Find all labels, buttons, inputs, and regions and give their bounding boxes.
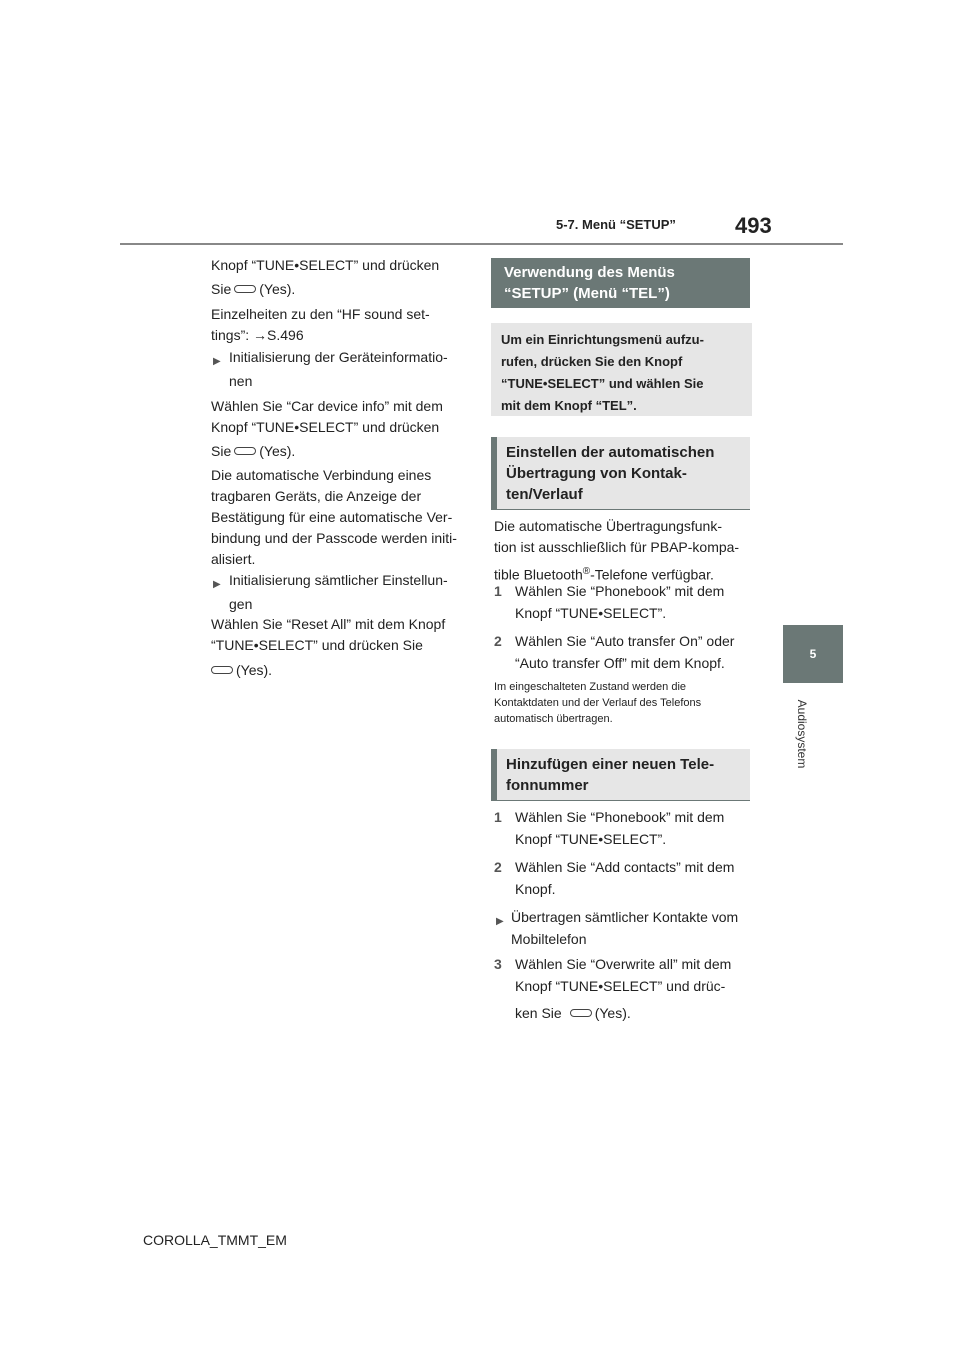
paragraph	[211, 660, 471, 681]
step-number: 1	[494, 809, 502, 825]
paragraph	[211, 396, 471, 438]
subsection-heading	[491, 437, 750, 510]
section-heading	[491, 258, 750, 308]
text-line: (Yes).	[236, 662, 273, 678]
text-line: ken Sie	[515, 1005, 562, 1021]
step-number: 1	[494, 583, 502, 599]
text-line: Knopf “TUNE•SELECT” und drücken	[211, 257, 440, 273]
text-line: “TUNE•SELECT” und wählen Sie	[501, 376, 704, 391]
text-line: Knopf.	[515, 881, 556, 897]
button-icon	[234, 285, 256, 293]
triangle-bullet-icon: ▶	[213, 579, 221, 590]
text-line: Wählen Sie “Overwrite all” mit dem	[515, 956, 732, 972]
text-line: Die automatische Verbindung eines	[211, 467, 432, 483]
text-line: Initialisierung der Geräteinformatio-	[229, 349, 448, 365]
text-line	[515, 1003, 755, 1024]
chapter-number: 5	[809, 647, 817, 661]
text-line: Knopf “TUNE•SELECT” und drüc-	[515, 978, 726, 994]
heading-line: ten/Verlauf	[506, 486, 583, 503]
heading-line: Hinzufügen einer neuen Tele-	[506, 756, 715, 773]
step-number: 3	[494, 956, 502, 972]
text-line: Wählen Sie “Reset All” mit dem Knopf	[211, 616, 446, 632]
bullet-item	[229, 570, 469, 615]
registered-mark: ®	[582, 566, 591, 577]
text-line: -Telefone verfügbar.	[590, 566, 714, 583]
heading-line: Verwendung des Menüs	[504, 264, 675, 281]
bullet-item	[229, 347, 469, 392]
text-line: Wählen Sie “Auto transfer On” oder	[515, 633, 735, 649]
text-line: Sie	[211, 281, 232, 297]
triangle-bullet-icon: ▶	[496, 916, 504, 927]
text-line: Wählen Sie “Phonebook” mit dem	[515, 583, 725, 599]
text-line: automatisch übertragen.	[494, 713, 613, 725]
text-line: Um ein Einrichtungsmenü aufzu-	[501, 332, 704, 347]
header-divider	[120, 243, 843, 245]
intro-box	[491, 323, 752, 416]
text-line: rufen, drücken Sie den Knopf	[501, 354, 683, 369]
step-item	[515, 631, 755, 674]
text-line: Die automatische Übertragungsfunk-	[494, 518, 723, 534]
text-line: nen	[229, 373, 253, 389]
text-line: alisiert.	[211, 551, 256, 567]
paragraph	[211, 614, 471, 656]
text-line: Im eingeschalteten Zustand werden die	[494, 681, 687, 693]
text-line: Wählen Sie “Phonebook” mit dem	[515, 809, 725, 825]
chapter-label	[794, 693, 810, 775]
bullet-item	[511, 907, 756, 950]
text-line: Knopf “TUNE•SELECT” und drücken	[211, 419, 440, 435]
paragraph	[211, 304, 471, 346]
paragraph	[494, 516, 754, 586]
text-line: (Yes).	[594, 1005, 631, 1021]
step-item	[515, 857, 755, 900]
text-line: “TUNE•SELECT” und drücken Sie	[211, 637, 423, 653]
text-line: Knopf “TUNE•SELECT”.	[515, 831, 667, 847]
chapter-tab	[783, 625, 843, 683]
heading-line: “SETUP” (Menü “TEL”)	[504, 285, 670, 302]
text-line: gen	[229, 596, 253, 612]
step-item	[515, 807, 755, 850]
paragraph	[211, 465, 471, 570]
step-item	[515, 954, 755, 1024]
step-number: 2	[494, 859, 502, 875]
text-line: Einzelheiten zu den “HF sound set-	[211, 306, 430, 322]
triangle-bullet-icon: ▶	[213, 356, 221, 367]
paragraph	[211, 279, 471, 300]
text-line: Knopf “TUNE•SELECT”.	[515, 605, 667, 621]
step-item	[515, 581, 755, 624]
text-line: bindung und der Passcode werden initi-	[211, 530, 457, 546]
step-number: 2	[494, 633, 502, 649]
section-title: 5-7. Menü “SETUP”	[556, 217, 676, 232]
note	[494, 679, 754, 727]
text-line: Sie	[211, 443, 232, 459]
text-line: (Yes).	[259, 281, 296, 297]
text-line: (Yes).	[259, 443, 296, 459]
text-line: Mobiltelefon	[511, 931, 587, 947]
text-line: Initialisierung sämtlicher Einstellun-	[229, 572, 448, 588]
button-icon	[570, 1009, 592, 1017]
heading-line: Übertragung von Kontak-	[506, 465, 687, 482]
button-icon	[211, 666, 233, 674]
document-id: COROLLA_TMMT_EM	[143, 1232, 287, 1248]
text-line: tible Bluetooth	[494, 566, 583, 583]
text-line: Wählen Sie “Car device info” mit dem	[211, 398, 443, 414]
text-line: tragbaren Geräts, die Anzeige der	[211, 488, 422, 504]
page-number: 493	[735, 213, 772, 238]
subsection-heading	[491, 749, 750, 801]
paragraph	[211, 255, 471, 276]
text-line: Kontaktdaten und der Verlauf des Telefons	[494, 697, 702, 709]
button-icon	[234, 447, 256, 455]
text-line: tion ist ausschließlich für PBAP-kompa-	[494, 539, 740, 555]
text-line: Bestätigung für eine automatische Ver-	[211, 509, 453, 525]
paragraph	[211, 441, 471, 462]
text-line: Übertragen sämtlicher Kontakte vom	[511, 909, 739, 925]
heading-line: Einstellen der automatischen	[506, 444, 715, 461]
text-line: Wählen Sie “Add contacts” mit dem	[515, 859, 735, 875]
text-line: mit dem Knopf “TEL”.	[501, 398, 637, 413]
heading-line: fonnummer	[506, 777, 589, 794]
chapter-label-text: Audiosystem	[795, 699, 809, 769]
text-line: “Auto transfer Off” mit dem Knopf.	[515, 655, 725, 671]
text-line: tings”: →S.496	[211, 327, 304, 343]
